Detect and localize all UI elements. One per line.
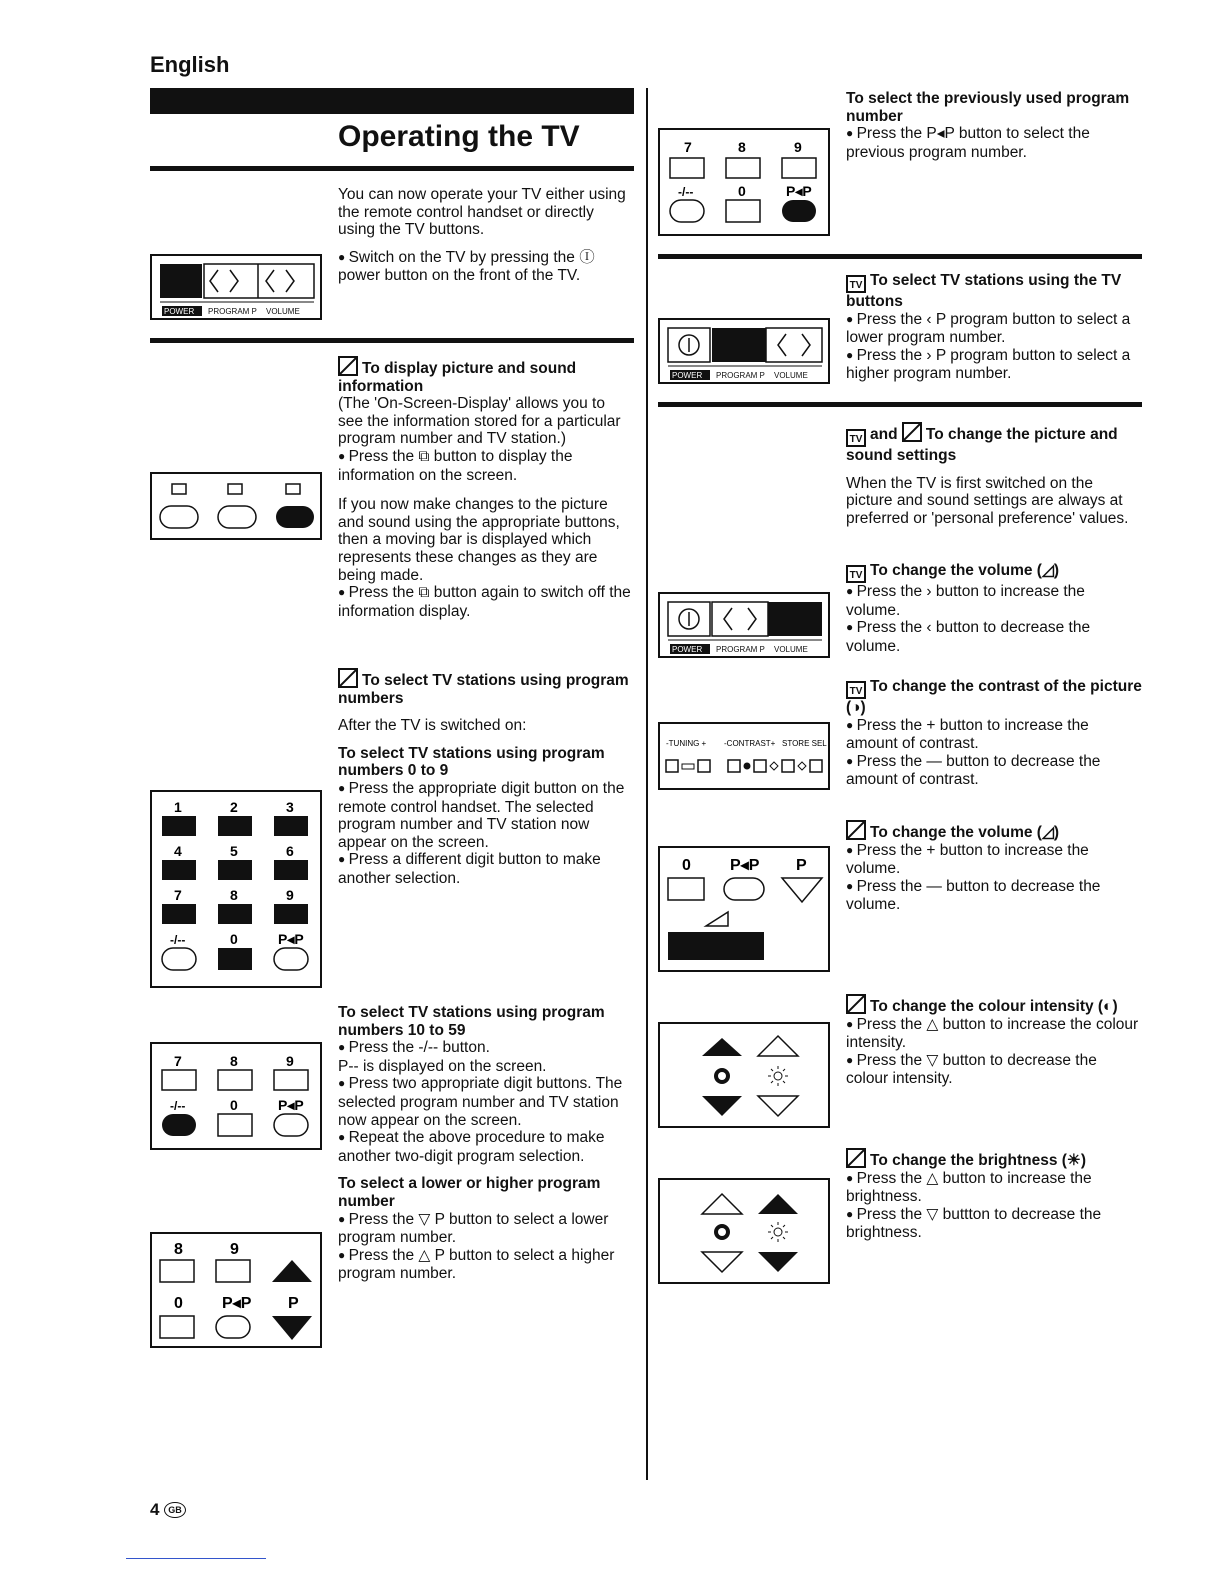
svg-text:PROGRAM P: PROGRAM P (716, 645, 765, 654)
svg-text:-CONTRAST+: -CONTRAST+ (724, 739, 776, 748)
svg-text:7: 7 (174, 887, 182, 903)
keypad-two-digit-illustration (150, 1042, 324, 1152)
svg-text:8: 8 (738, 139, 746, 155)
colour-heading: To change the colour intensity (◐) (870, 998, 1118, 1015)
svg-text:P◂P: P◂P (730, 857, 760, 874)
osd-icon (846, 820, 866, 840)
svg-text:6: 6 (286, 843, 294, 859)
sub-heading-0-9: To select TV stations using program numbers 0 to 9 (338, 744, 605, 780)
svg-text:P◂P: P◂P (278, 1097, 304, 1113)
colour-b1: ● Press the △ button to increase the colour intensity. (846, 1016, 1142, 1052)
keypad-previous-illustration (658, 128, 832, 238)
svg-text:7: 7 (174, 1053, 182, 1069)
intro-block (338, 186, 634, 295)
keypad-updown-illustration (150, 1232, 324, 1350)
page-number (150, 1500, 186, 1520)
svg-text:P◂P: P◂P (222, 1295, 252, 1312)
tv-icon: TV (846, 681, 866, 699)
remote-keypad-illustration (150, 790, 324, 990)
select-numbers-block (338, 668, 634, 898)
tv-buttons-b2: ● Press the › P program button to select a higher program number. (846, 347, 1142, 383)
previous-heading: To select the previously used program number (846, 90, 1130, 125)
contrast-b2: ● Press the — button to decrease the amount of contrast. (846, 753, 1142, 789)
tv-front-panel-illustration (150, 254, 324, 322)
sel-b5: ● Repeat the above procedure to make another two-digit program selection. (338, 1129, 634, 1165)
sel-b4: ● Press two appropriate digit buttons. The selected program number and TV station now appear on the screen. (338, 1075, 634, 1129)
svg-text:0: 0 (738, 183, 746, 199)
osd-icon (846, 994, 866, 1014)
svg-text:9: 9 (286, 887, 294, 903)
header-bar (150, 88, 634, 114)
svg-text:POWER: POWER (672, 371, 703, 380)
change-settings-p1: When the TV is first switched on the picture and sound settings are always at preferred or 'personal preference' values. (846, 474, 1129, 527)
svg-text:-/--: -/-- (678, 185, 694, 199)
svg-text:9: 9 (230, 1241, 239, 1258)
switch-on-text: ● Switch on the TV by pressing the Ⓘ power button on the front of the TV. (338, 249, 634, 285)
page-title: Operating the TV (338, 120, 580, 153)
svg-text:2: 2 (230, 799, 238, 815)
change-settings-heading: To change the picture and sound settings (846, 426, 1118, 464)
osd-icon (902, 422, 922, 442)
tv-icon: TV (846, 429, 866, 447)
svg-text:9: 9 (286, 1053, 294, 1069)
volume-tv-block (846, 562, 1142, 665)
colour-b2: ● Press the ▽ button to decrease the colour intensity. (846, 1052, 1142, 1088)
svg-text:5: 5 (230, 843, 238, 859)
sub-heading-lower-higher: To select a lower or higher program number (338, 1175, 601, 1210)
osd-icon (846, 1148, 866, 1168)
svg-text:8: 8 (230, 1053, 238, 1069)
volume-label: VOLUME (266, 307, 300, 316)
svg-text:0: 0 (682, 857, 691, 874)
osd-icon (338, 356, 358, 376)
svg-text:-/--: -/-- (170, 1099, 186, 1113)
tv-buttons-block (846, 272, 1142, 393)
svg-text:P◂P: P◂P (278, 931, 304, 947)
previous-b1: ● Press the P◂P button to select the previous program number. (846, 125, 1142, 161)
svg-text:VOLUME: VOLUME (774, 371, 808, 380)
contrast-block (846, 678, 1142, 799)
display-info-p2: If you now make changes to the picture and sound using the appropriate buttons, then a moving bar is displayed which represents these changes as they are being made. (338, 496, 620, 584)
divider (150, 166, 634, 171)
tv-buttons-b1: ● Press the ‹ P program button to select a lower program number. (846, 311, 1142, 347)
volume-rc-heading: To change the volume (◿) (870, 824, 1060, 841)
tv-icon: TV (846, 275, 866, 293)
previous-block (846, 90, 1142, 171)
brightness-heading: To change the brightness (☀) (870, 1152, 1086, 1169)
volume-rc-b2: ● Press the — button to decrease the volume. (846, 878, 1142, 914)
colour-block (846, 994, 1142, 1098)
svg-text:9: 9 (794, 139, 802, 155)
program-label: PROGRAM P (208, 307, 257, 316)
svg-text:-/--: -/-- (170, 933, 186, 947)
svg-text:8: 8 (174, 1241, 183, 1258)
volume-tv-b1: ● Press the › button to increase the volume. (846, 583, 1142, 619)
contrast-panel-illustration (658, 722, 832, 792)
and-text: and (870, 426, 898, 443)
display-info-p1: (The 'On-Screen-Display' allows you to see the information stored for a particular program number and TV station.) (338, 395, 621, 448)
sel-b1: ● Press the appropriate digit button on the remote control handset. The selected program number and TV station now appear on the screen. (338, 780, 634, 851)
sel-b2: ● Press a different digit button to make another selection. (338, 851, 634, 887)
osd-buttons-illustration (150, 472, 324, 542)
tv-panel-program-illustration (658, 318, 832, 386)
country-badge: GB (164, 1502, 186, 1518)
volume-rc-b1: ● Press the + button to increase the volume. (846, 842, 1142, 878)
tv-buttons-heading: To select TV stations using the TV buttons (846, 272, 1122, 310)
brightness-block (846, 1148, 1142, 1252)
select-10-59-block (338, 1004, 634, 1293)
divider (658, 254, 1142, 259)
intro-text: You can now operate your TV either using the remote control handset or directly using the TV buttons. (338, 186, 626, 239)
svg-text:P: P (288, 1295, 299, 1312)
svg-text:7: 7 (684, 139, 692, 155)
sel-b6: ● Press the ▽ P button to select a lower program number. (338, 1211, 634, 1247)
after-text: After the TV is switched on: (338, 717, 527, 735)
display-info-heading: To display picture and sound information (338, 360, 577, 395)
svg-text:0: 0 (230, 1097, 238, 1113)
sel-b3: ● Press the -/-- button. (338, 1039, 634, 1058)
svg-text:4: 4 (174, 843, 182, 859)
osd-icon (338, 668, 358, 688)
colour-buttons-illustration (658, 1022, 832, 1130)
divider (150, 338, 634, 343)
svg-text:-TUNING +: -TUNING + (666, 739, 707, 748)
select-numbers-heading: To select TV stations using program numbers (338, 672, 629, 707)
display-info-block (338, 356, 634, 630)
sel-b7: ● Press the △ P button to select a higher program number. (338, 1247, 634, 1283)
contrast-heading: To change the contrast of the picture (◑) (846, 678, 1142, 716)
svg-text:0: 0 (174, 1295, 183, 1312)
svg-text:3: 3 (286, 799, 294, 815)
change-settings-block (846, 422, 1142, 537)
svg-text:P: P (796, 857, 807, 874)
svg-text:P◂P: P◂P (786, 183, 812, 199)
sub-heading-10-59: To select TV stations using program numbers 10 to 59 (338, 1004, 605, 1039)
svg-text:STORE SEL: STORE SEL (782, 739, 827, 748)
display-info-b1: ● Press the ⧉ button to display the information on the screen. (338, 448, 634, 484)
brightness-buttons-illustration (658, 1178, 832, 1286)
contrast-b1: ● Press the + button to increase the amount of contrast. (846, 717, 1142, 753)
page-number-text: 4 (150, 1500, 160, 1519)
svg-text:VOLUME: VOLUME (774, 645, 808, 654)
divider (658, 402, 1142, 407)
svg-text:PROGRAM P: PROGRAM P (716, 371, 765, 380)
svg-text:0: 0 (230, 931, 238, 947)
volume-remote-illustration (658, 846, 832, 974)
tv-panel-volume-illustration (658, 592, 832, 660)
sel-p1: P-- is displayed on the screen. (338, 1057, 547, 1075)
svg-text:POWER: POWER (672, 645, 703, 654)
power-label: POWER (164, 307, 195, 316)
brightness-b2: ● Press the ▽ buttton to decrease the brightness. (846, 1206, 1142, 1242)
language-label: English (150, 52, 230, 77)
volume-tv-b2: ● Press the ‹ button to decrease the volume. (846, 619, 1142, 655)
svg-text:1: 1 (174, 799, 182, 815)
volume-tv-heading: To change the volume (◿) (870, 562, 1060, 579)
column-divider (646, 88, 648, 1480)
footer-rule (126, 1558, 266, 1559)
tv-icon: TV (846, 565, 866, 583)
svg-text:8: 8 (230, 887, 238, 903)
volume-rc-block (846, 820, 1142, 924)
brightness-b1: ● Press the △ button to increase the brightness. (846, 1170, 1142, 1206)
display-info-b2: ● Press the ⧉ button again to switch off the information display. (338, 584, 634, 620)
